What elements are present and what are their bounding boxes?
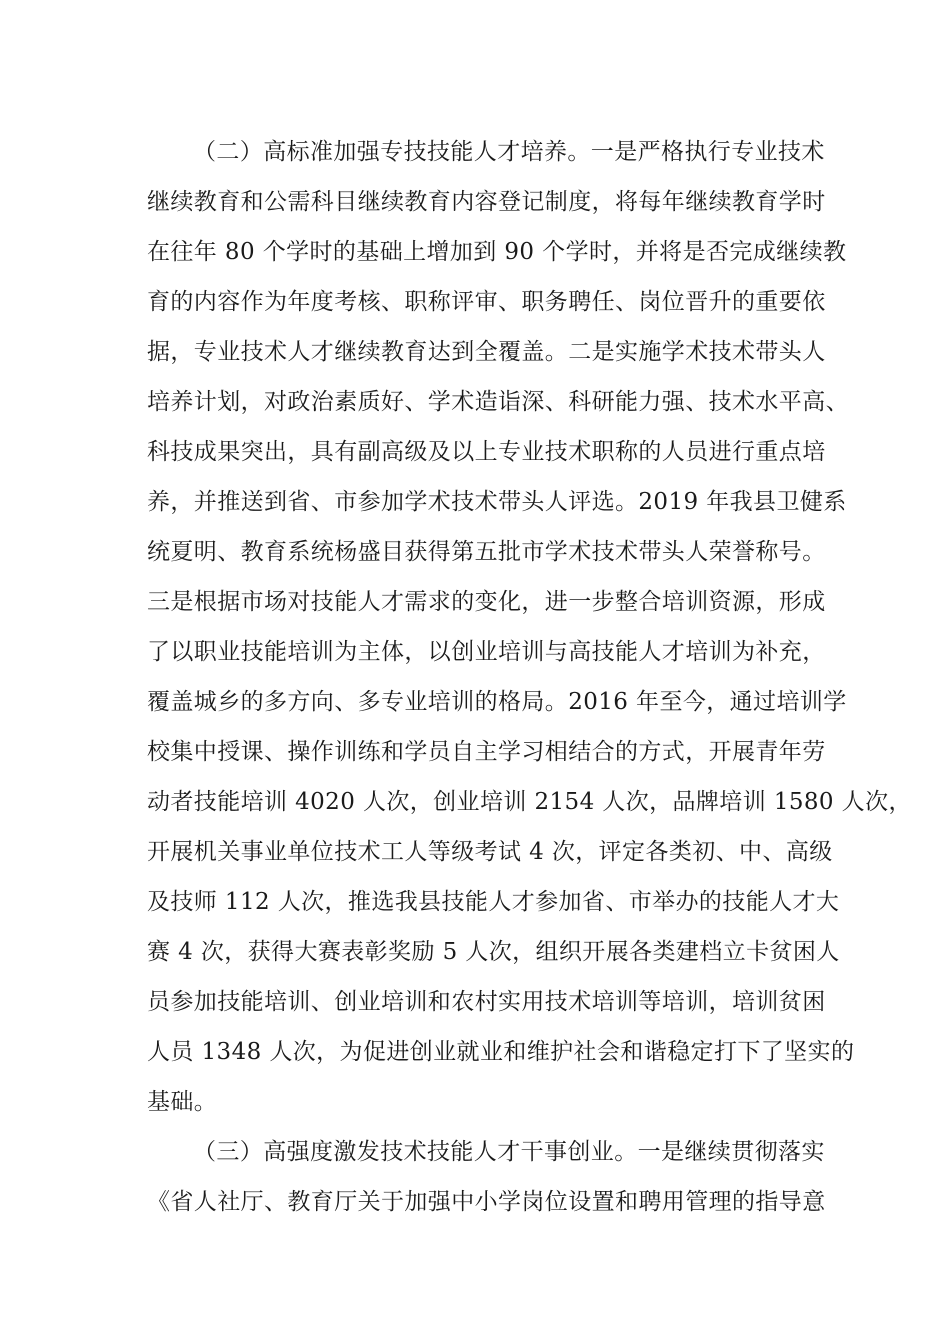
text-line: 基础。 <box>147 1089 218 1115</box>
text-line: 动者技能培训 4020 人次，创业培训 2154 人次，品牌培训 1580 人次， <box>147 789 912 815</box>
text-line: 育的内容作为年度考核、职称评审、职务聘任、岗位晋升的重要依 <box>147 289 826 315</box>
text-line: 继续教育和公需科目继续教育内容登记制度，将每年继续教育学时 <box>147 189 826 215</box>
text-line: 科技成果突出，具有副高级及以上专业技术职称的人员进行重点培 <box>147 439 826 465</box>
text-line: 据，专业技术人才继续教育达到全覆盖。二是实施学术技术带头人 <box>147 339 826 365</box>
text-line: 校集中授课、操作训练和学员自主学习相结合的方式，开展青年劳 <box>147 739 826 765</box>
paragraph-3-heading-line: （三）高强度激发技术技能人才干事创业。一是继续贯彻落实 <box>193 1139 825 1165</box>
text-line: 培养计划，对政治素质好、学术造诣深、科研能力强、技术水平高、 <box>147 389 849 415</box>
text-line: 了以职业技能培训为主体，以创业培训与高技能人才培训为补充， <box>147 639 826 665</box>
text-line: 统夏明、教育系统杨盛目获得第五批市学术技术带头人荣誉称号。 <box>147 539 826 565</box>
text-line: 开展机关事业单位技术工人等级考试 4 次，评定各类初、中、高级 <box>147 839 833 865</box>
text-line: 三是根据市场对技能人才需求的变化，进一步整合培训资源，形成 <box>147 589 826 615</box>
text-line: 《省人社厅、教育厅关于加强中小学岗位设置和聘用管理的指导意 <box>147 1189 826 1215</box>
text-line: 在往年 80 个学时的基础上增加到 90 个学时，并将是否完成继续教 <box>147 239 847 265</box>
text-line: 赛 4 次，获得大赛表彰奖励 5 人次，组织开展各类建档立卡贫困人 <box>147 939 840 965</box>
text-line: 覆盖城乡的多方向、多专业培训的格局。2016 年至今，通过培训学 <box>147 689 847 715</box>
paragraph-2-heading-line: （二）高标准加强专技技能人才培养。一是严格执行专业技术 <box>193 139 825 165</box>
text-line: 人员 1348 人次，为促进创业就业和维护社会和谐稳定打下了坚实的 <box>147 1039 855 1065</box>
text-line: 及技师 112 人次，推选我县技能人才参加省、市举办的技能人才大 <box>147 889 840 915</box>
text-line: 养，并推送到省、市参加学术技术带头人评选。2019 年我县卫健系 <box>147 489 847 515</box>
text-line: 员参加技能培训、创业培训和农村实用技术培训等培训，培训贫困 <box>147 989 826 1015</box>
